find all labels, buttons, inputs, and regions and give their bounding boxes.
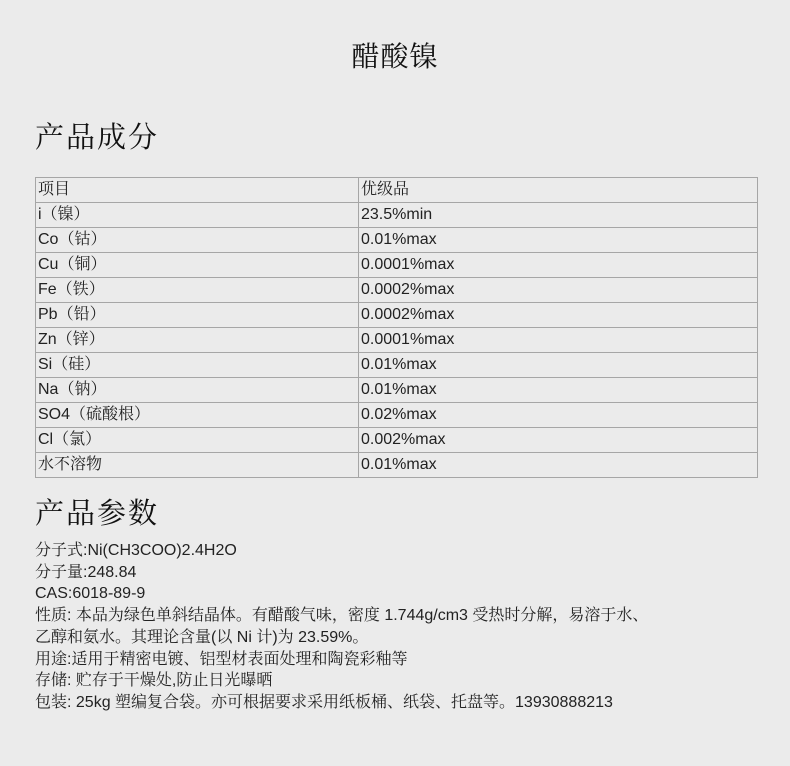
value-cell: 0.002%max [359,428,758,453]
item-cell: SO4（硫酸根） [36,403,359,428]
header-cell-item: 项目 [36,178,359,203]
item-cell: Na（钠） [36,378,359,403]
item-cell: Cu（铜） [36,253,359,278]
composition-heading: 产品成分 [35,120,160,154]
table-row [36,203,758,228]
item-cell: i（镍） [36,203,359,228]
table-header-row [36,178,758,203]
composition-table [35,177,758,478]
table-row [36,253,758,278]
storage-line: 存储: 贮存于干燥处,防止日光曝晒 [35,672,273,690]
table-row [36,403,758,428]
item-cell: Si（硅） [36,353,359,378]
table-row [36,303,758,328]
value-cell: 0.01%max [359,453,758,478]
value-cell: 0.0002%max [359,303,758,328]
value-cell: 0.02%max [359,403,758,428]
page-title: 醋酸镍 [351,40,439,73]
parameters-list [35,540,775,714]
table-row [36,378,758,403]
cas-line: CAS:6018-89-9 [35,585,146,603]
header-cell-grade: 优级品 [359,178,758,203]
molecular-weight-line: 分子量:248.84 [35,563,137,581]
table-row [36,278,758,303]
parameters-heading: 产品参数 [35,496,160,530]
value-cell: 0.01%max [359,353,758,378]
value-cell: 0.01%max [359,228,758,253]
properties-line: 性质: 本品为绿色单斜结晶体。有醋酸气味，密度 1.744g/cm3 受热时分解，易溶于水、 [35,607,649,625]
table-row [36,228,758,253]
formula-line: 分子式:Ni(CH3COO)2.4H2O [35,542,237,559]
value-cell: 23.5%min [359,203,758,228]
item-cell: Co（钴） [36,228,359,253]
item-cell: Fe（铁） [36,278,359,303]
item-cell: 水不溶物 [36,453,359,478]
item-cell: Zn（锌） [36,328,359,353]
table-row [36,428,758,453]
packaging-line: 包装: 25kg 塑编复合袋。亦可根据要求采用纸板桶、纸袋、托盘等。13930888213 [35,693,613,711]
table-row [36,453,758,478]
table-row [36,328,758,353]
value-cell: 0.01%max [359,378,758,403]
value-cell: 0.0001%max [359,253,758,278]
item-cell: Pb（铅） [36,303,359,328]
value-cell: 0.0002%max [359,278,758,303]
item-cell: Cl（氯） [36,428,359,453]
usage-line: 用途:适用于精密电镀、铝型材表面处理和陶瓷彩釉等 [35,650,408,668]
table-row [36,353,758,378]
properties-line-cont: 乙醇和氨水。其理论含量(以 Ni 计)为 23.59%。 [35,628,369,646]
value-cell: 0.0001%max [359,328,758,353]
